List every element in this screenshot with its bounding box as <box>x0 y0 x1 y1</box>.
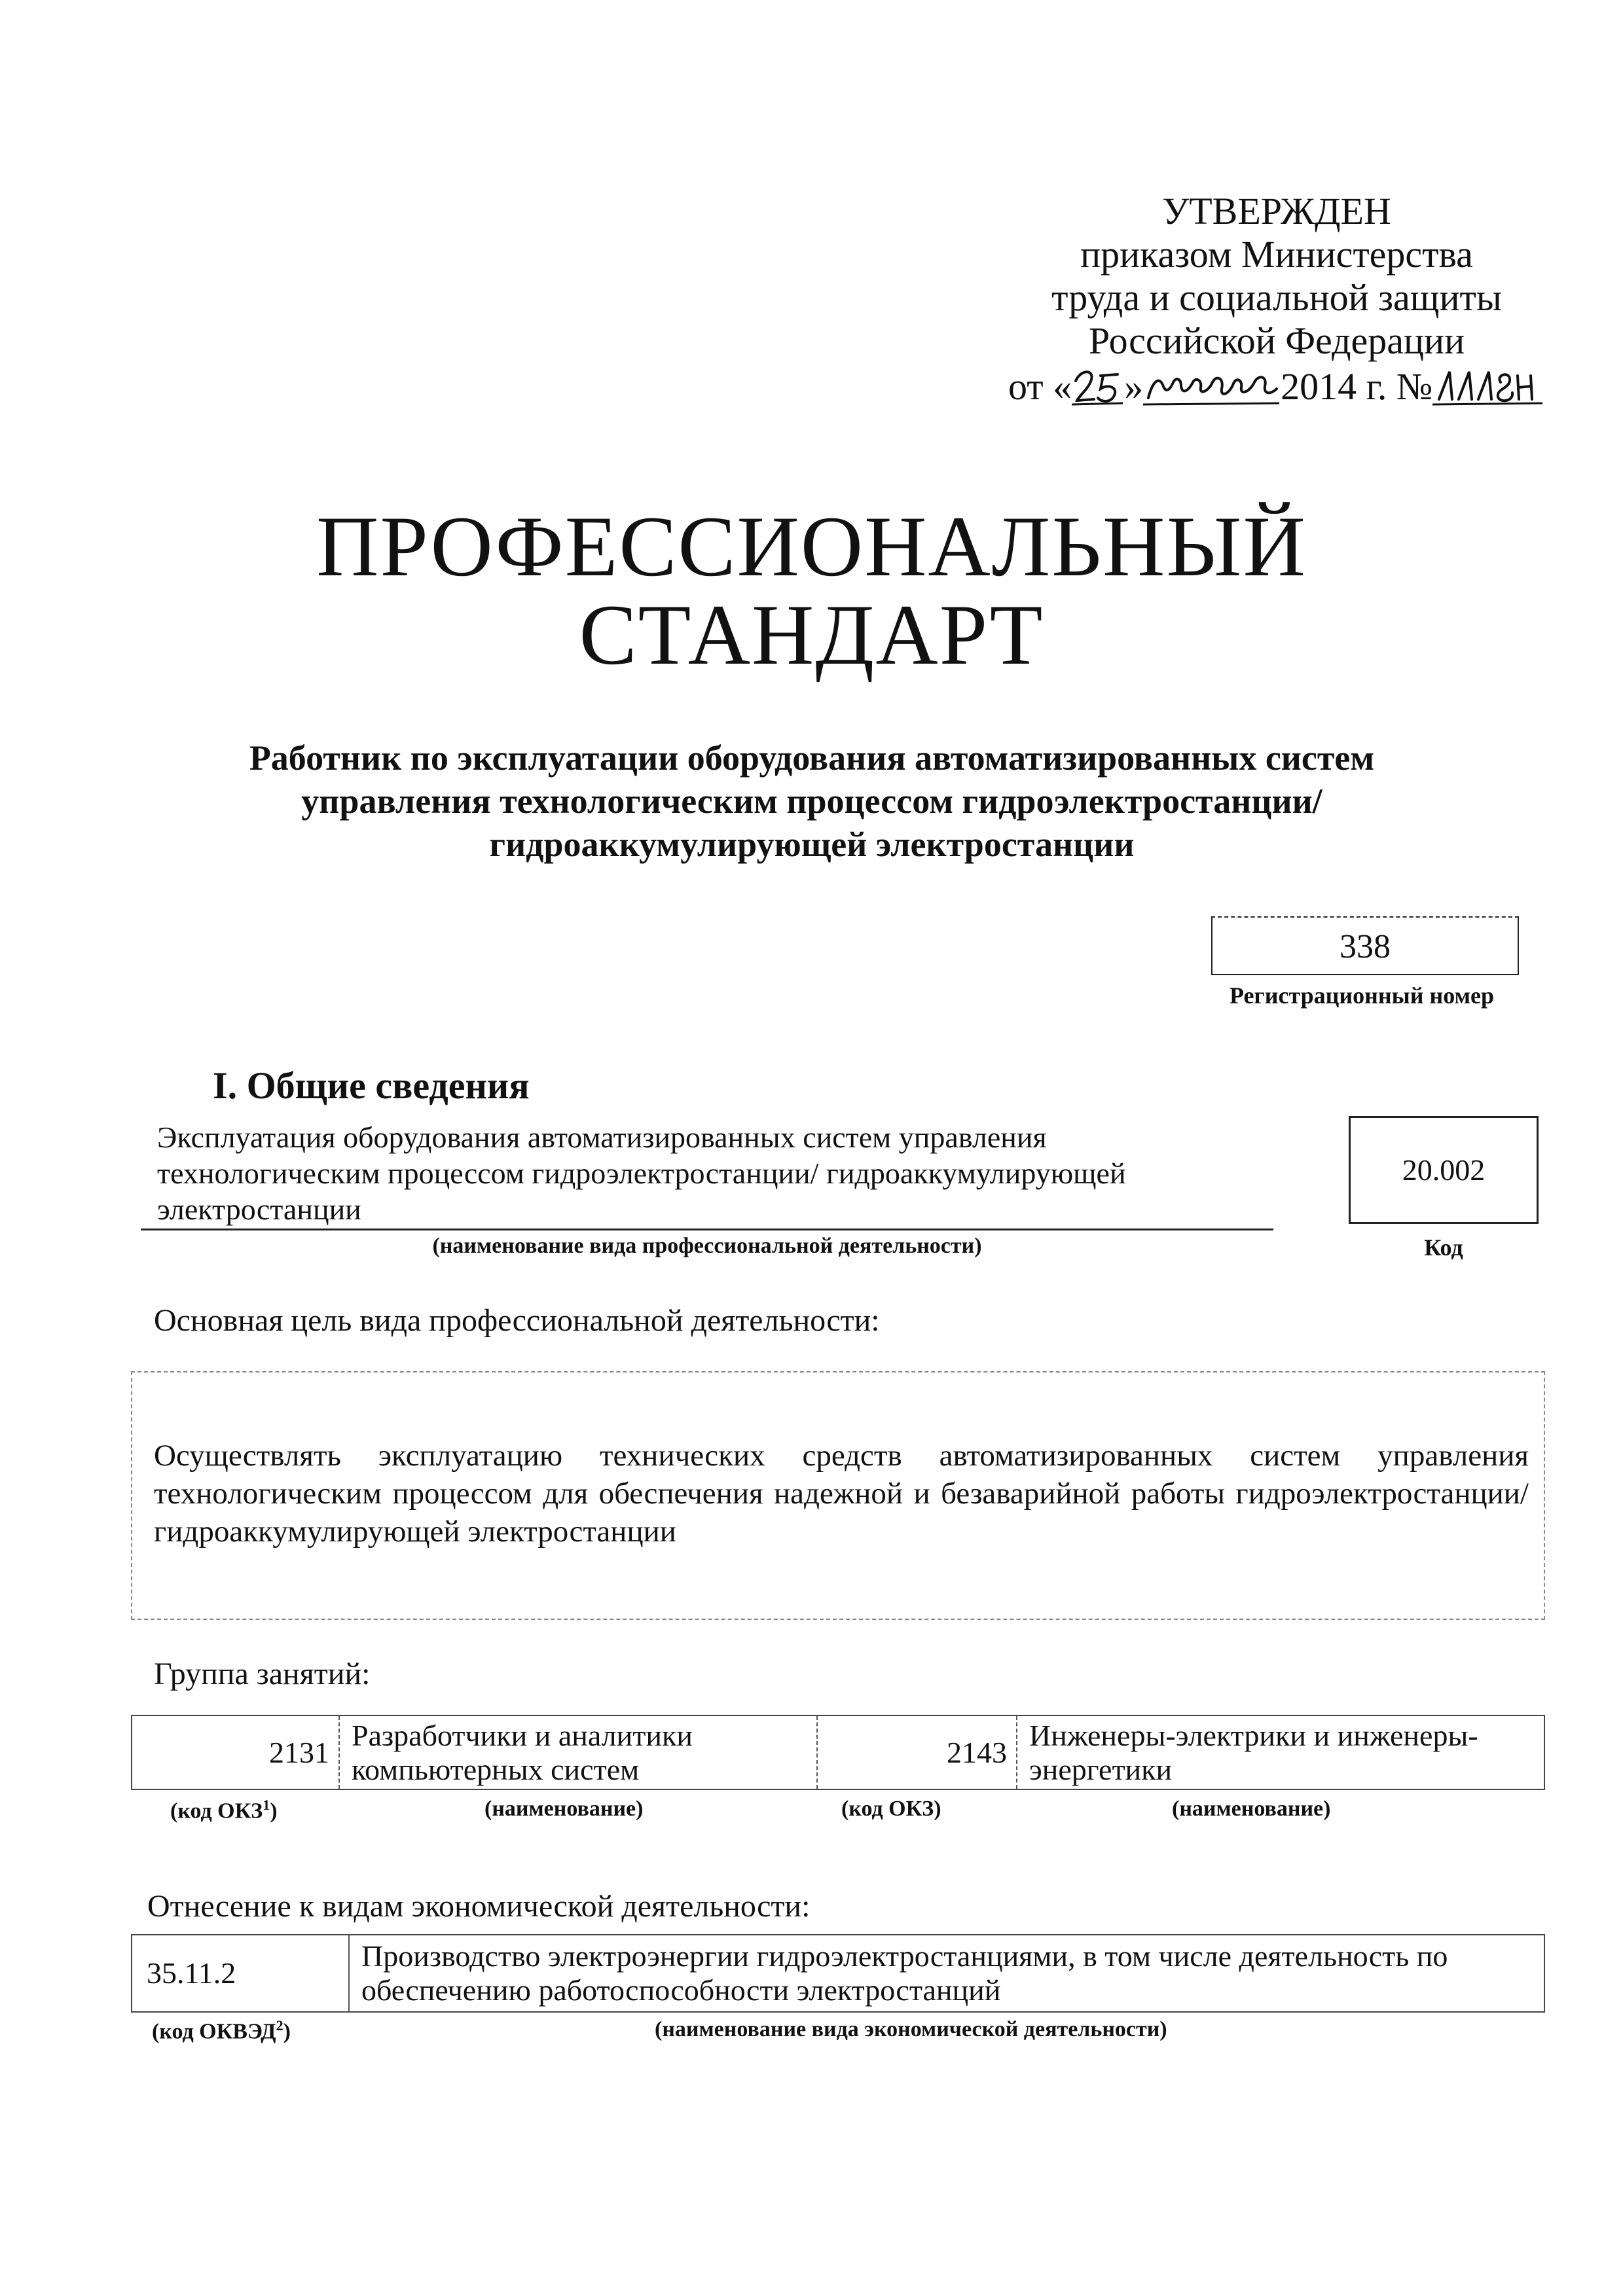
registration-number-label: Регистрационный номер <box>1229 982 1495 1009</box>
activity-underline <box>141 1229 1273 1230</box>
group-caption-code-2: (код ОКЗ) <box>841 1797 941 1821</box>
group-divider <box>338 1716 340 1789</box>
caption-code-okved: (код ОКВЭД <box>152 2019 276 2044</box>
approval-date-line <box>982 363 1571 408</box>
activity-code-box: 20.002 <box>1349 1116 1539 1224</box>
group-name-1-line-1: Разработчики и аналитики <box>352 1719 693 1752</box>
group-code-2: 2143 <box>947 1736 1007 1769</box>
approval-line-3: Российской Федерации <box>1088 319 1465 362</box>
subtitle-line-1: Работник по эксплуатации оборудования автоматизированных систем <box>249 738 1375 778</box>
group-caption-name-2: (наименование) <box>1172 1797 1331 1821</box>
footnote-ref-2: 2 <box>276 2017 283 2034</box>
group-divider <box>1016 1716 1017 1789</box>
group-name-2-line-2: энергетики <box>1029 1753 1173 1786</box>
group-caption-code-1 <box>170 1797 278 1823</box>
handwritten-number-signature <box>1432 363 1544 408</box>
handwritten-day-signature <box>1072 363 1124 408</box>
approval-line-2: труда и социальной защиты <box>1051 276 1502 319</box>
handwritten-day <box>1072 363 1124 408</box>
caption-close-paren: ) <box>270 1799 278 1823</box>
date-prefix: от « <box>1008 365 1072 408</box>
group-name-2 <box>1029 1719 1540 1791</box>
handwritten-month <box>1143 363 1281 408</box>
date-mid: » <box>1124 365 1144 408</box>
activity-caption: (наименование вида профессиональной деятельности) <box>432 1234 982 1258</box>
registration-number-box: 338 <box>1211 916 1519 975</box>
footnote-ref-1: 1 <box>263 1797 270 1813</box>
subtitle-line-3: гидроаккумулирующей электростанции <box>489 825 1135 864</box>
group-caption-name-1: (наименование) <box>484 1797 644 1821</box>
date-year: 2014 г. № <box>1281 365 1433 408</box>
handwritten-month-signature <box>1143 363 1281 408</box>
approval-line-1: приказом Министерства <box>1080 233 1473 276</box>
group-name-2-line-1: Инженеры-электрики и инженеры- <box>1029 1719 1478 1752</box>
goal-text: Осуществлять эксплуатацию технических средств автоматизированных систем управления технологическим процессом для обеспечения надежной и безаварийной работы гидроэлектростанции/ гидроаккумулирующей электростанции <box>154 1439 1529 1549</box>
activity-name-line-1: Эксплуатация оборудования автоматизированных систем управления <box>157 1121 1047 1154</box>
standard-subtitle <box>131 736 1493 866</box>
okved-code: 35.11.2 <box>147 1956 236 1990</box>
caption-close-paren: ) <box>283 2019 291 2044</box>
economic-activity-table <box>131 1934 1545 2013</box>
economic-activity-label: Отнесение к видам экономической деятельности: <box>147 1889 811 1924</box>
approval-block <box>982 190 1571 408</box>
econ-caption-code <box>152 2017 291 2044</box>
econ-name-line-1: Производство электроэнергии гидроэлектростанциями, в том числе деятельность по <box>361 1939 1448 1973</box>
section-title-general-info: I. Общие сведения <box>213 1064 530 1107</box>
group-name-1-line-2: компьютерных систем <box>352 1753 640 1786</box>
caption-code-okz: (код ОКЗ <box>170 1799 263 1823</box>
group-code-1: 2131 <box>269 1736 329 1769</box>
occupation-group-label: Группа занятий: <box>154 1657 371 1691</box>
handwritten-order-number <box>1432 363 1544 408</box>
econ-caption-name: (наименование вида экономической деятельности) <box>655 2017 1167 2041</box>
activity-code-caption: Код <box>1424 1234 1463 1261</box>
econ-divider <box>348 1935 350 2011</box>
goal-label: Основная цель вида профессиональной деятельности: <box>154 1303 880 1338</box>
activity-name-line-2: технологическим процессом гидроэлектростанции/ гидроаккумулирующей <box>157 1157 1126 1190</box>
activity-name <box>157 1119 1270 1227</box>
occupation-group-table <box>131 1715 1545 1790</box>
subtitle-line-2: управления технологическим процессом гидроэлектростанции/ <box>301 781 1322 821</box>
document-title-line-2: СТАНДАРТ <box>579 586 1044 683</box>
activity-name-line-3: электростанции <box>157 1193 361 1226</box>
econ-name-line-2: обеспечению работоспособности электростанций <box>361 1973 1001 2007</box>
economic-activity-name <box>361 1939 1533 2007</box>
document-title-line-1: ПРОФЕССИОНАЛЬНЫЙ <box>316 498 1307 594</box>
approval-heading: УТВЕРЖДЕН <box>1162 190 1391 232</box>
